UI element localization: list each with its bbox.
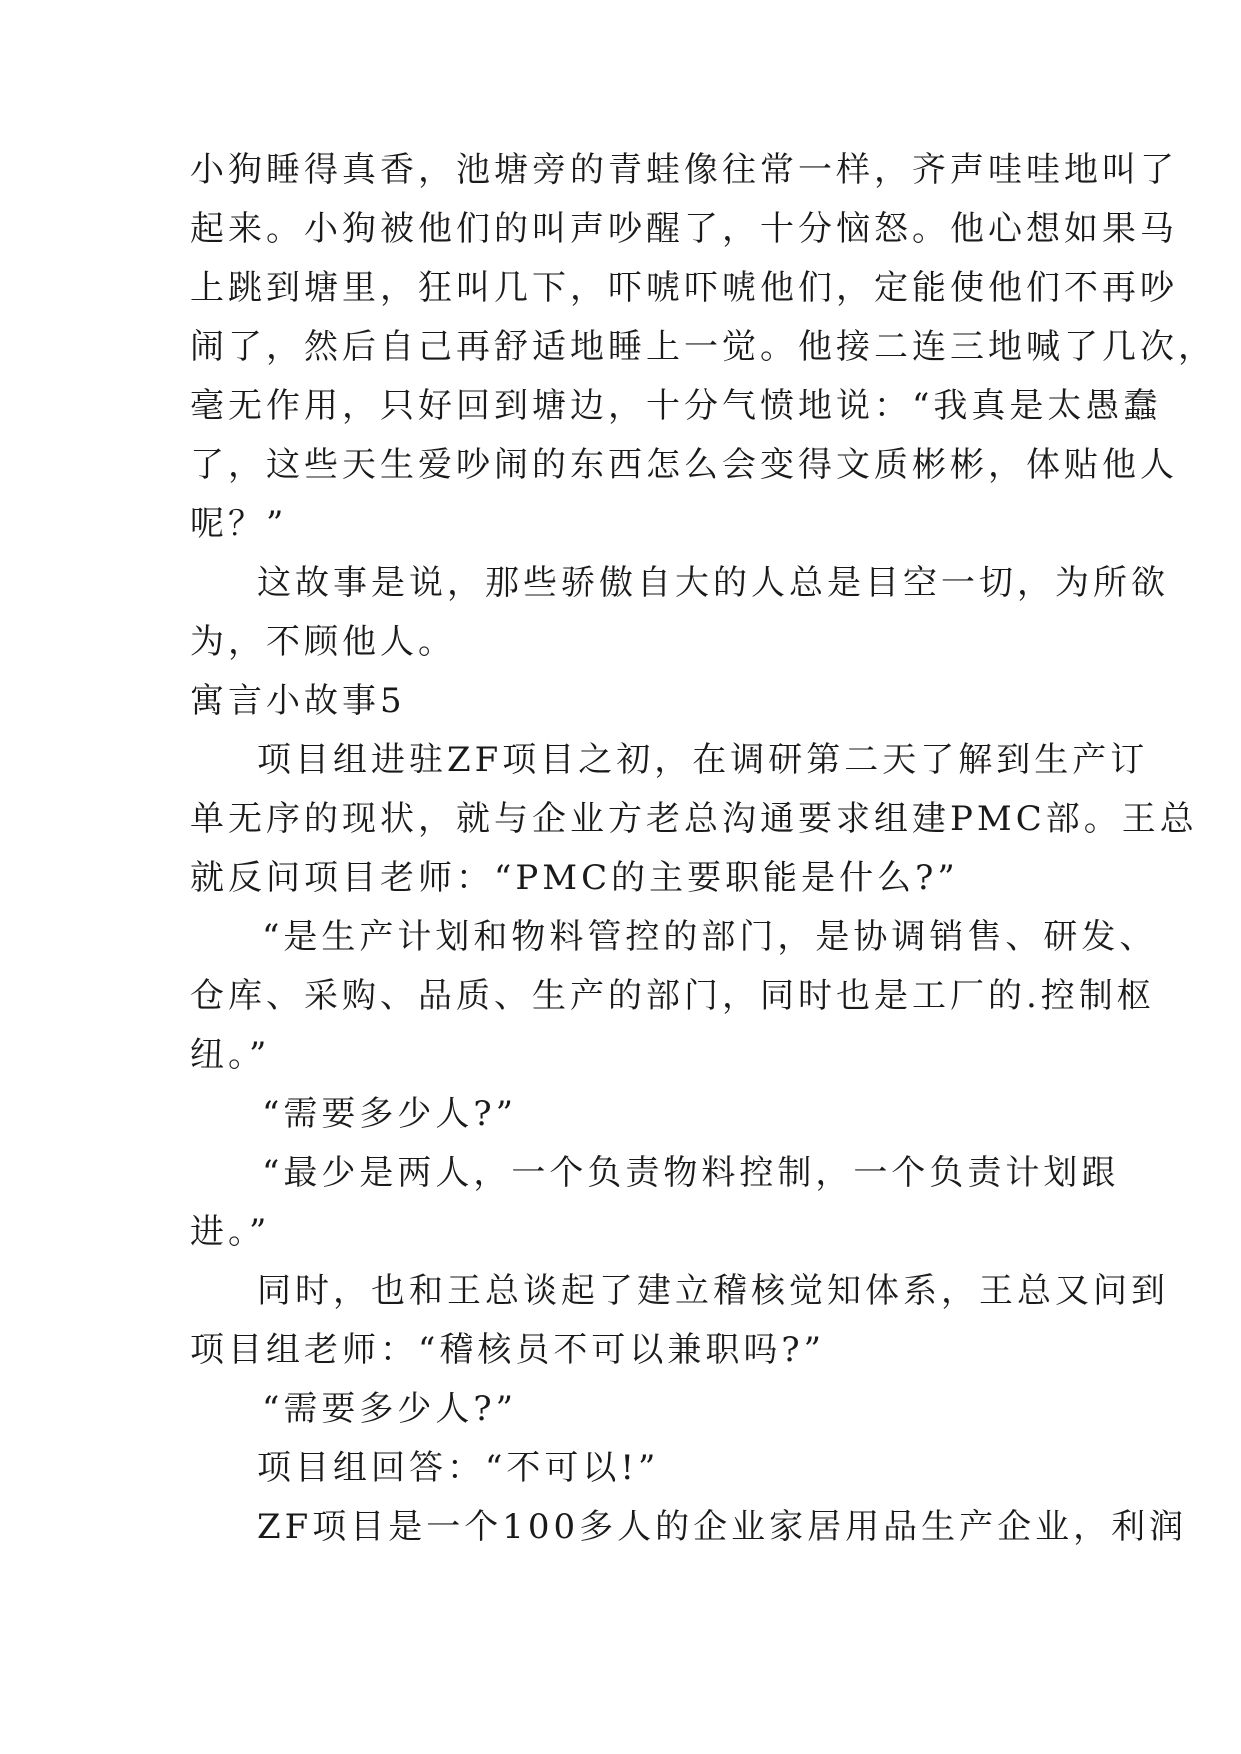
text-line: 闹了，然后自己再舒适地睡上一觉。他接二连三地喊了几次， bbox=[190, 327, 1216, 367]
text-line: 仓库、采购、品质、生产的部门，同时也是工厂的.控制枢 bbox=[190, 976, 1155, 1016]
section-heading: 寓言小故事5 bbox=[190, 681, 406, 721]
text-line: 进。” bbox=[190, 1212, 271, 1252]
text-line: 这故事是说，那些骄傲自大的人总是目空一切，为所欲 bbox=[257, 563, 1169, 603]
text-line: 项目组回答：“不可以!” bbox=[257, 1448, 660, 1488]
text-line: “需要多少人?” bbox=[262, 1094, 517, 1134]
text-line: 呢？” bbox=[190, 504, 288, 544]
text-line: 为，不顾他人。 bbox=[190, 622, 456, 662]
text-line: 纽。” bbox=[190, 1035, 271, 1075]
text-line: 单无序的现状，就与企业方老总沟通要求组建PMC部。王总 bbox=[190, 799, 1198, 839]
text-line: “是生产计划和物料管控的部门，是协调销售、研发、 bbox=[262, 917, 1158, 957]
text-line: 项目组进驻ZF项目之初，在调研第二天了解到生产订 bbox=[257, 740, 1149, 780]
text-line: 上跳到塘里，狂叫几下，吓唬吓唬他们，定能使他们不再吵 bbox=[190, 268, 1178, 308]
text-line: 小狗睡得真香，池塘旁的青蛙像往常一样，齐声哇哇地叫了 bbox=[190, 150, 1178, 190]
text-line: 起来。小狗被他们的叫声吵醒了，十分恼怒。他心想如果马 bbox=[190, 209, 1178, 249]
text-line: 同时，也和王总谈起了建立稽核觉知体系，王总又问到 bbox=[257, 1271, 1169, 1311]
text-line: 就反问项目老师：“PMC的主要职能是什么?” bbox=[190, 858, 959, 898]
text-line: 毫无作用，只好回到塘边，十分气愤地说：“我真是太愚蠢 bbox=[190, 386, 1162, 426]
text-line: 项目组老师：“稽核员不可以兼职吗?” bbox=[190, 1330, 825, 1370]
text-line: “最少是两人，一个负责物料控制，一个负责计划跟 bbox=[262, 1153, 1120, 1193]
text-line: 了，这些天生爱吵闹的东西怎么会变得文质彬彬，体贴他人 bbox=[190, 445, 1178, 485]
text-line: “需要多少人?” bbox=[262, 1389, 517, 1429]
text-line: ZF项目是一个100多人的企业家居用品生产企业，利润 bbox=[257, 1507, 1188, 1547]
